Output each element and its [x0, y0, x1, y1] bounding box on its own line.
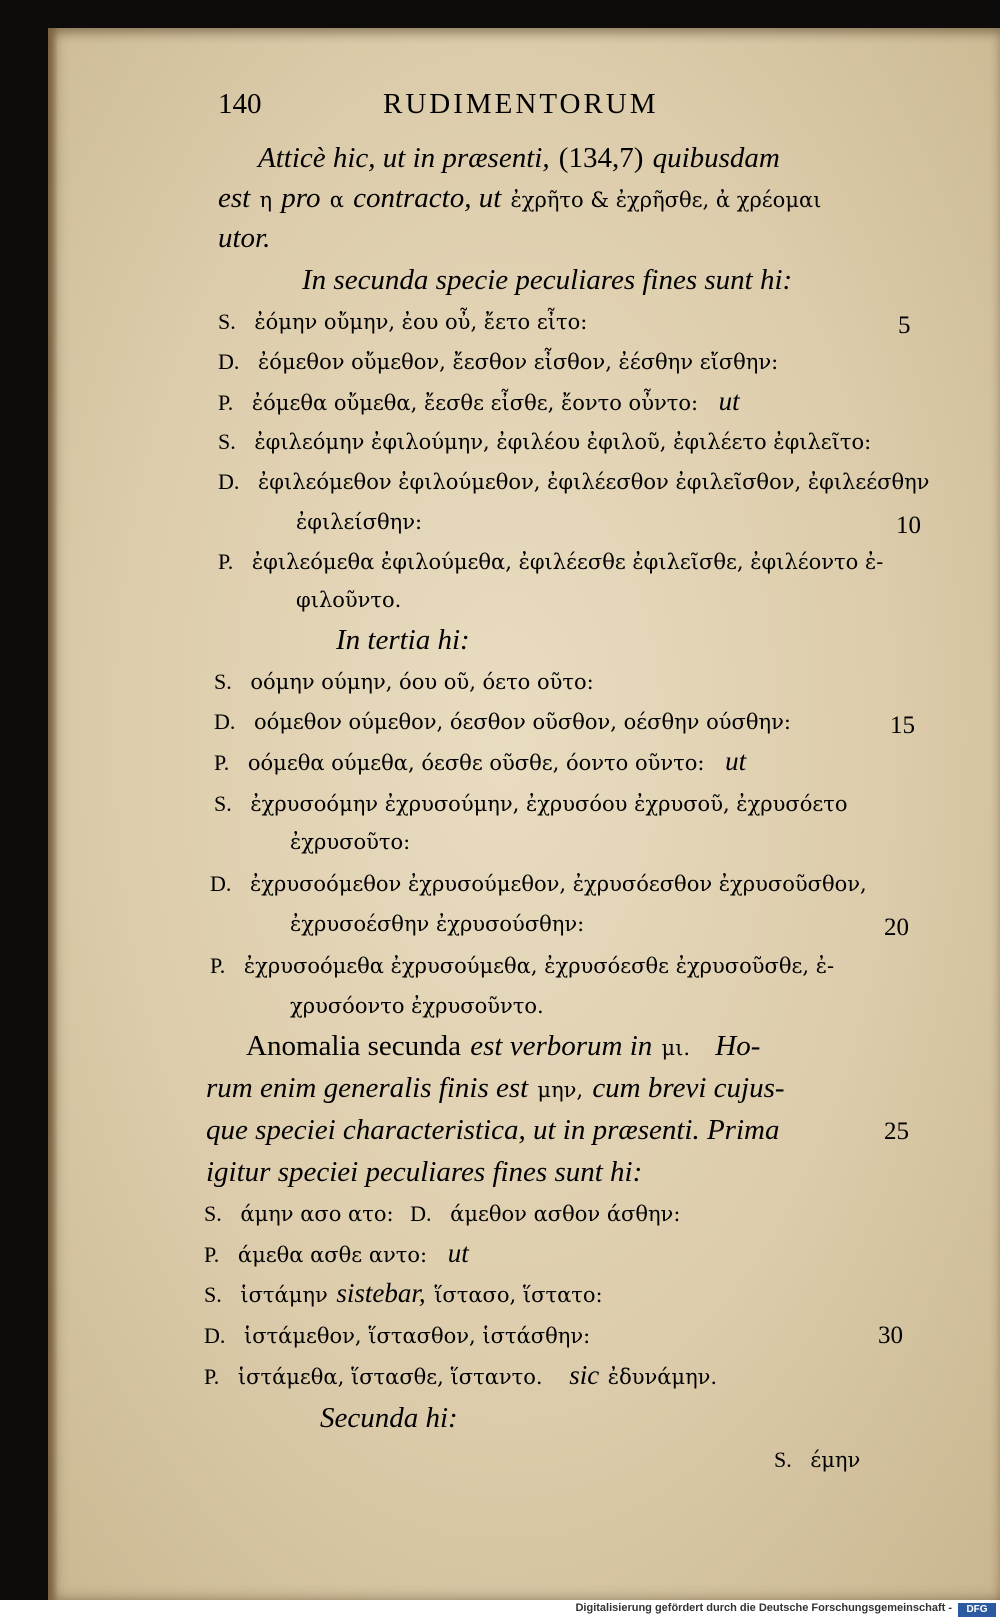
greek-fragment: ἐόμην οὔμην, ἐου οὖ, ἔετο εἶτο: [254, 310, 588, 334]
greek-fragment: ἐχρυσοόμεθον ἐχρυσούμεθον, ἐχρυσόεσθον ἐχρυσοῦσθον, [249, 872, 867, 896]
text-fragment: cum brevi cujus- [592, 1072, 785, 1104]
text-line-20 [290, 908, 584, 939]
greek-fragment: χρυσόοντο ἐχρυσοῦντο. [290, 994, 544, 1018]
greek-fragment: οόμην ούμην, όου οῦ, όετο οῦτο: [250, 670, 594, 694]
greek-fragment: ἐχρυσοόμην ἐχρυσούμην, ἐχρυσόου ἐχρυσοῦ, ἐχρυσόετο [250, 792, 848, 816]
greek-fragment: ἐχρῆτο & ἐχρῆσθε, ἀ χρέομαι [510, 188, 822, 212]
page-number: 140 [218, 88, 262, 120]
text-line-31 [204, 1360, 717, 1392]
text-fragment: ut [718, 386, 740, 416]
text-fragment: quibusdam [652, 142, 780, 174]
text-fragment: rum enim generalis finis est [206, 1072, 529, 1104]
text-line-15 [214, 706, 791, 737]
text-line-17 [214, 788, 848, 819]
dfg-logo-icon: DFG [958, 1603, 996, 1617]
text-fragment: est verborum in [470, 1030, 653, 1062]
text-fragment: ut [447, 1238, 469, 1268]
greek-fragment: ἐφιλεόμεθον ἐφιλούμεθον, ἐφιλέεσθον ἐφιλεῖσθον, ἐφιλεέσθην [257, 470, 930, 494]
greek-fragment: ἱστάμεθα, ἵστασθε, ἵσταντο. [237, 1365, 543, 1389]
line-number-20: 20 [884, 914, 909, 941]
text-line-14 [214, 666, 594, 697]
line-label: S. [214, 791, 232, 816]
greek-fragment: ἐόμεθον οὔμεθον, ἔεσθον εἶσθον, ἐέσθην εἴσθην: [257, 350, 779, 374]
text-fragment: est [218, 182, 251, 214]
text-line-13 [336, 624, 470, 655]
line-label: D. [210, 871, 232, 896]
line-label: S. [218, 429, 236, 454]
text-line-10 [296, 506, 422, 537]
line-label: P. [204, 1242, 220, 1267]
text-fragment: Secunda hi: [320, 1402, 458, 1434]
line-number-15: 15 [890, 712, 915, 739]
greek-fragment: ἐχρυσοέσθην ἐχρυσούσθην: [290, 912, 585, 936]
line-label: P. [214, 750, 230, 775]
greek-fragment: οόμεθον ούμεθον, όεσθον οῦσθον, οέσθην ούσθην: [253, 710, 791, 734]
text-line-4 [302, 264, 792, 295]
greek-fragment: ἐφιλεόμεθα ἐφιλούμεθα, ἐφιλέεσθε ἐφιλεῖσθε, ἐφιλέοντο ἐ- [251, 550, 884, 574]
greek-fragment: ἱστάμεθον, ἵστασθον, ἱστάσθην: [243, 1324, 591, 1348]
catchword [774, 1444, 860, 1475]
line-label: D. [218, 469, 240, 494]
line-number-30: 30 [878, 1322, 903, 1349]
greek-fragment: α [329, 188, 344, 212]
line-label: D. [410, 1201, 432, 1226]
text-fragment: In tertia hi: [336, 624, 470, 656]
text-line-27 [204, 1198, 680, 1229]
text-line-12 [296, 584, 401, 615]
text-fragment: Anomalia secunda [246, 1030, 462, 1062]
text-line-11 [218, 546, 883, 577]
greek-fragment: μι. [661, 1036, 691, 1060]
greek-fragment: ἱστάμην [240, 1283, 328, 1307]
text-fragment: contracto, ut [353, 182, 502, 214]
text-line-16 [214, 746, 746, 778]
text-line-22 [290, 990, 544, 1021]
text-line-19 [210, 868, 867, 899]
text-line-21 [210, 950, 834, 981]
text-line-2 [218, 182, 821, 215]
text-line-3 [218, 222, 270, 253]
text-line-1 [258, 142, 780, 173]
greek-fragment: οόμεθα ούμεθα, όεσθε οῦσθε, όοντο οῦντο: [247, 751, 705, 775]
text-fragment: utor. [218, 222, 271, 254]
line-number-25: 25 [884, 1118, 909, 1145]
greek-fragment: άμεθον ασθον άσθην: [450, 1202, 681, 1226]
text-fragment: sic [569, 1360, 600, 1390]
text-line-9 [218, 466, 929, 497]
text-line-8 [218, 426, 871, 457]
text-line-29 [204, 1278, 603, 1310]
greek-fragment: ἐφιλεόμην ἐφιλούμην, ἐφιλέου ἐφιλοῦ, ἐφιλέετο ἐφιλεῖτο: [254, 430, 872, 454]
text-line-18 [290, 826, 410, 857]
text-fragment: sistebar, [336, 1278, 426, 1308]
text-fragment: pro [281, 182, 321, 214]
line-label: S. [214, 669, 232, 694]
greek-fragment: ἐφιλείσθην: [296, 510, 423, 534]
text-line-7 [218, 386, 740, 418]
digitization-footer [0, 1600, 1000, 1620]
text-fragment: igitur speciei peculiares fines sunt hi: [206, 1156, 643, 1188]
text-fragment: ut [725, 746, 747, 776]
text-line-5 [218, 306, 587, 337]
text-line-25 [206, 1114, 779, 1145]
line-label: D. [204, 1323, 226, 1348]
text-fragment: (134,7) [558, 142, 644, 174]
text-fragment: que speciei characteristica, ut in præsenti. Prima [206, 1114, 780, 1146]
line-label: P. [218, 549, 234, 574]
line-number-10: 10 [896, 512, 921, 539]
text-line-28 [204, 1238, 469, 1270]
greek-fragment: μην, [537, 1078, 584, 1102]
line-label: S. [204, 1201, 222, 1226]
text-line-6 [218, 346, 778, 377]
greek-fragment: άμην ασο ατο: [240, 1202, 394, 1226]
greek-fragment: ἵστασο, ἵστατο: [434, 1283, 603, 1307]
greek-fragment: η [259, 188, 273, 212]
line-label: P. [218, 390, 234, 415]
greek-fragment: έμην [810, 1448, 861, 1472]
greek-fragment: φιλοῦντο. [296, 588, 402, 612]
line-label: D. [218, 349, 240, 374]
greek-fragment: άμεθα ασθε αντο: [237, 1243, 428, 1267]
line-label: D. [214, 709, 236, 734]
greek-fragment: ἐχρυσοῦτο: [290, 830, 411, 854]
line-label: S. [204, 1282, 222, 1307]
text-line-23 [246, 1030, 760, 1063]
text-fragment: Atticè hic, ut in præsenti, [258, 142, 550, 174]
line-label: S. [218, 309, 236, 334]
line-number-5: 5 [898, 312, 911, 339]
running-title: RUDIMENTORUM [383, 88, 659, 120]
greek-fragment: ἐδυνάμην. [607, 1365, 718, 1389]
footer-credit: Digitalisierung gefördert durch die Deutsche Forschungsgemeinschaft - [575, 1602, 952, 1614]
text-fragment: In secunda specie peculiares fines sunt hi: [302, 264, 793, 296]
line-label: P. [210, 953, 226, 978]
text-line-26 [206, 1156, 642, 1187]
text-fragment: Ho- [715, 1030, 761, 1062]
greek-fragment: ἐόμεθα οὔμεθα, ἔεσθε εἶσθε, ἔοντο οὖντο: [251, 391, 699, 415]
line-label: S. [774, 1447, 792, 1472]
text-line-32 [320, 1402, 458, 1433]
text-line-24 [206, 1072, 785, 1105]
greek-fragment: ἐχρυσοόμεθα ἐχρυσούμεθα, ἐχρυσόεσθε ἐχρυσοῦσθε, ἐ- [243, 954, 835, 978]
text-line-30 [204, 1320, 590, 1351]
line-label: P. [204, 1364, 220, 1389]
